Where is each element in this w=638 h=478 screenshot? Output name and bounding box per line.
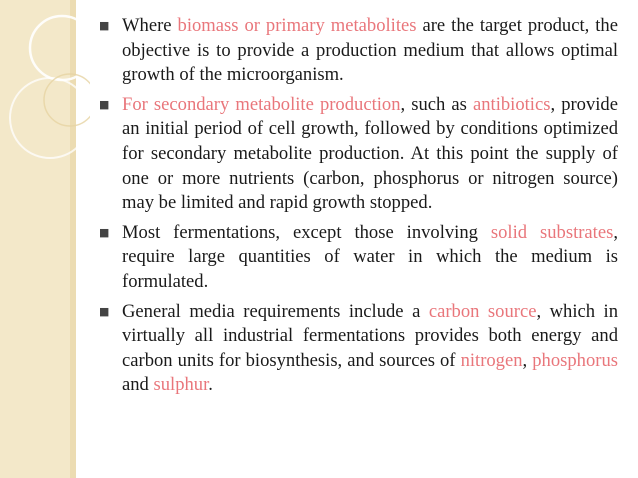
text-run: , which in virtually all industrial fermentations provides both energy and carbon units for biosynthesis, and sources of [122,300,619,371]
decorative-circles [0,0,90,478]
text-run: Most fermentations, except those involving [122,221,491,243]
highlighted-term: carbon source [428,300,537,322]
text-run: . [208,374,213,396]
bullet-text [122,15,618,85]
bullet-item [96,93,618,216]
text-run: Where [122,15,178,36]
bullet-text [122,94,618,213]
highlighted-term: For secondary metabolite production [122,93,401,115]
bullet-marker-icon: ■ [99,304,110,318]
highlighted-term: antibiotics [472,93,551,115]
bullet-item [96,14,618,88]
highlighted-term: biomass or primary metabolites [177,15,417,36]
highlighted-term: nitrogen [460,349,523,371]
text-run: , such as [400,93,473,115]
bullet-text [122,301,618,396]
text-run: General media requirements include a [122,300,429,322]
highlighted-term: phosphorus [532,349,618,371]
highlighted-term: sulphur [153,374,209,396]
highlighted-term: solid substrates [490,221,614,243]
bullet-marker-icon: ■ [99,19,110,32]
text-run: , require large quantities of water in which the medium is formulated. [122,221,618,292]
bullet-text [122,222,618,292]
bullet-list [96,14,618,403]
text-run: , [522,349,533,371]
bullet-marker-icon: ■ [99,225,110,239]
bullet-marker-icon: ■ [99,97,110,111]
decorative-circle [10,78,90,158]
decorative-circle [30,16,90,80]
text-run: and [122,374,154,396]
text-run: are the target product, the objective is to provide a production medium that allows optimal growth of the microorganism. [122,15,618,86]
bullet-item [96,221,618,295]
bullet-item [96,300,618,398]
text-run: , provide an initial period of cell growth, followed by conditions optimized for secondary metabolite production. At this point the supply of one or more nutrients (carbon, phosphorus or nitrogen source) may be limited and rapid growth stopped. [122,93,618,214]
